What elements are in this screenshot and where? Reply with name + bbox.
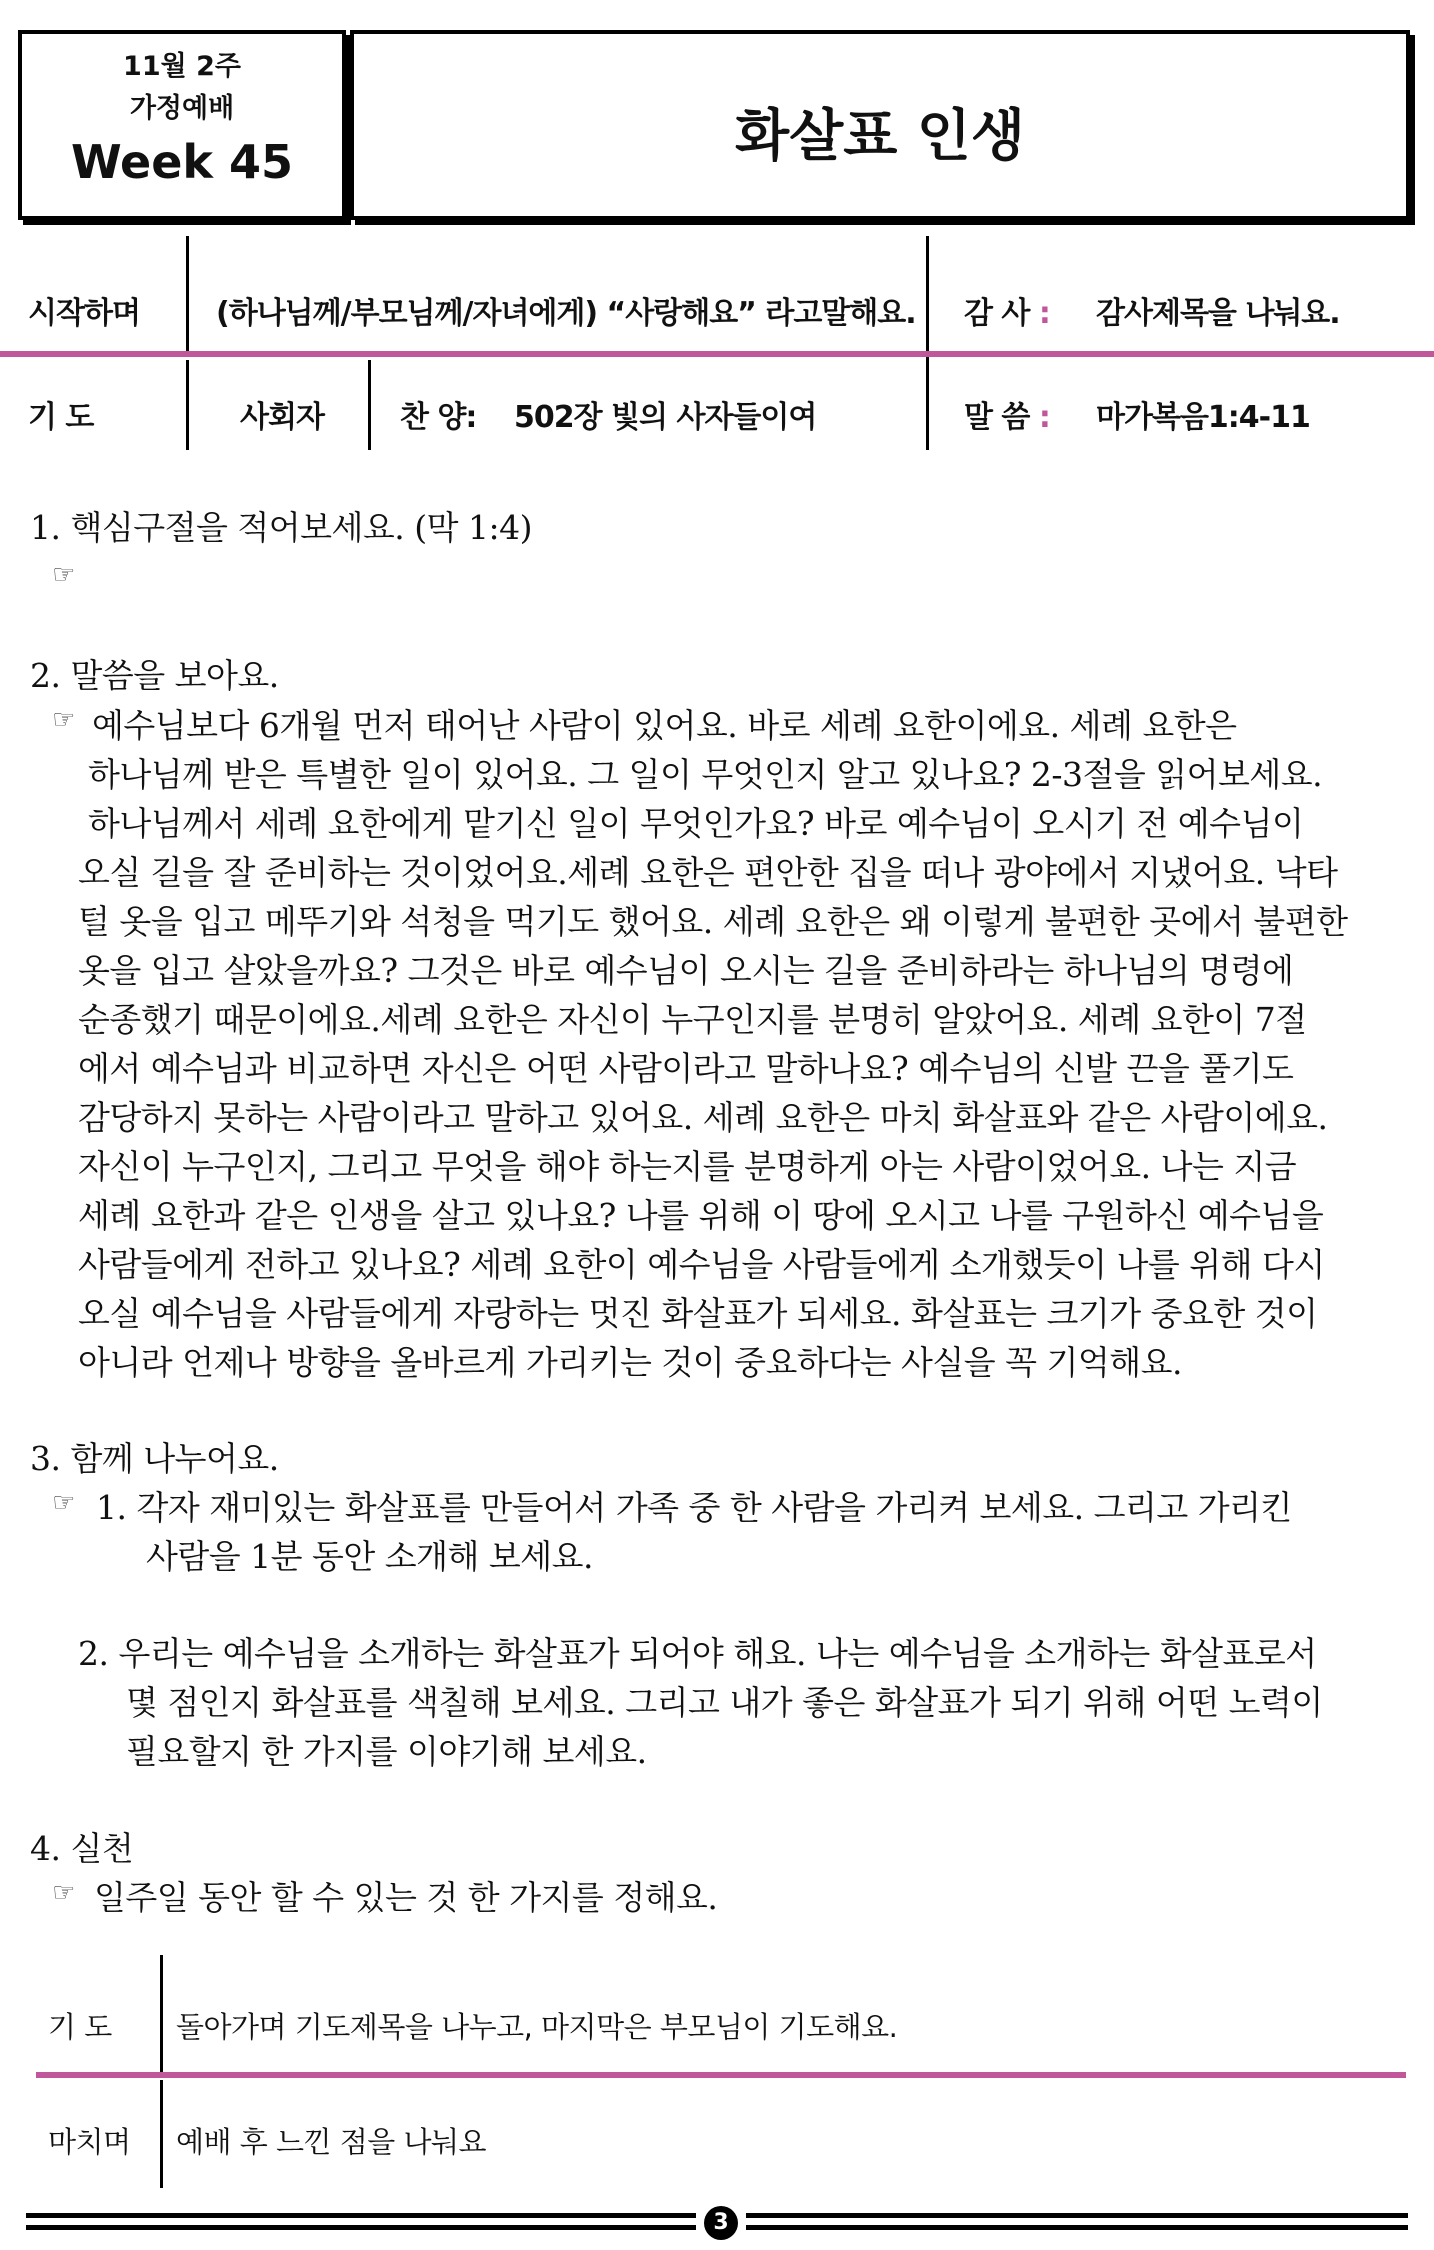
paragraph-line: 순종했기 때문이에요.세례 요한은 자신이 누구인지를 분명히 알았어요. 세례 요한이 7절 bbox=[78, 1000, 1307, 1039]
paragraph-line: 사람들에게 전하고 있나요? 세례 요한이 예수님을 사람들에게 소개했듯이 나를 위해 다시 bbox=[78, 1245, 1325, 1284]
row-divider bbox=[368, 360, 371, 450]
paragraph-line: 옷을 입고 살았을까요? 그것은 바로 예수님이 오시는 길을 준비하라는 하나님의 명령에 bbox=[78, 951, 1294, 990]
closing-divider bbox=[160, 2080, 163, 2188]
pointer-hand-icon: ☞ bbox=[52, 705, 75, 735]
paragraph-line: 자신이 누구인지, 그리고 무엇을 해야 하는지를 분명하게 아는 사람이었어요. 나는 지금 bbox=[78, 1147, 1297, 1186]
section-1-title: 1. 핵심구절을 적어보세요. (막 1:4) bbox=[30, 508, 532, 547]
footer-rule bbox=[26, 2213, 696, 2218]
paragraph-line: 하나님께 받은 특별한 일이 있어요. 그 일이 무엇인지 알고 있나요? 2-3절을 읽어보세요. bbox=[88, 755, 1323, 794]
pink-separator bbox=[36, 2072, 1406, 2078]
question-2-line: 2. 우리는 예수님을 소개하는 화살표가 되어야 해요. 나는 예수님을 소개하는 화살표로서 bbox=[78, 1634, 1317, 1673]
colon: : bbox=[1038, 400, 1050, 435]
page-title: 화살표 인생 bbox=[735, 104, 1025, 169]
closing-prayer-text: 돌아가며 기도제목을 나누고, 마지막은 부모님이 기도해요. bbox=[176, 2010, 898, 2044]
word-label bbox=[964, 392, 1050, 436]
question-1-line: 사람을 1분 동안 소개해 보세요. bbox=[146, 1537, 593, 1576]
footer-rule bbox=[746, 2213, 1408, 2218]
pointer-hand-icon: ☞ bbox=[52, 1878, 75, 1908]
paragraph-line: 오실 길을 잘 준비하는 것이었어요.세례 요한은 편안한 집을 떠나 광야에서 지냈어요. 낙타 bbox=[78, 853, 1338, 892]
paragraph-line: 감당하지 못하는 사람이라고 말하고 있어요. 세례 요한은 마치 화살표와 같은 사람이에요. bbox=[78, 1098, 1328, 1137]
paragraph-line: 예수님보다 6개월 먼저 태어난 사람이 있어요. 바로 세례 요한이에요. 세례 요한은 bbox=[92, 706, 1237, 745]
page-number: 3 bbox=[704, 2206, 738, 2240]
prayer-label: 기 도 bbox=[28, 400, 94, 435]
row-divider bbox=[186, 360, 189, 450]
question-2-line: 필요할지 한 가지를 이야기해 보세요. bbox=[126, 1732, 647, 1771]
question-2-line: 몇 점인지 화살표를 색칠해 보세요. 그리고 내가 좋은 화살표가 되기 위해 어떤 노력이 bbox=[126, 1683, 1323, 1722]
closing-prayer-label: 기 도 bbox=[48, 2010, 112, 2044]
closing-end-text: 예배 후 느낀 점을 나눠요 bbox=[176, 2125, 487, 2159]
section-2-title: 2. 말씀을 보아요. bbox=[30, 656, 279, 695]
footer-rule bbox=[26, 2225, 696, 2230]
row-divider bbox=[926, 236, 929, 450]
section-4-title: 4. 실천 bbox=[30, 1829, 134, 1868]
section-3-title: 3. 함께 나누어요. bbox=[30, 1439, 279, 1478]
paragraph-line: 세례 요한과 같은 인생을 살고 있나요? 나를 위해 이 땅에 오시고 나를 구원하신 예수님을 bbox=[78, 1196, 1324, 1235]
paragraph-line: 하나님께서 세례 요한에게 맡기신 일이 무엇인가요? 바로 예수님이 오시기 전 예수님이 bbox=[88, 804, 1304, 843]
row-divider bbox=[186, 236, 189, 352]
paragraph-line: 아니라 언제나 방향을 올바르게 가리키는 것이 중요하다는 사실을 꼭 기억해요. bbox=[78, 1343, 1182, 1382]
thanks-label bbox=[964, 288, 1050, 332]
pointer-hand-icon: ☞ bbox=[52, 560, 75, 590]
week-box bbox=[18, 30, 346, 220]
paragraph-line: 오실 예수님을 사람들에게 자랑하는 멋진 화살표가 되세요. 화살표는 크기가 중요한 것이 bbox=[78, 1294, 1318, 1333]
hymn-text: 502장 빛의 사자들이여 bbox=[514, 400, 817, 435]
worship-label: 가정예배 bbox=[129, 93, 235, 124]
thanks-label-text: 감 사 bbox=[964, 296, 1030, 331]
footer-rule bbox=[746, 2225, 1408, 2230]
pointer-hand-icon: ☞ bbox=[52, 1488, 75, 1518]
practice-text: 일주일 동안 할 수 있는 것 한 가지를 정해요. bbox=[94, 1878, 718, 1917]
thanks-text: 감사제목을 나눠요. bbox=[1096, 296, 1340, 331]
paragraph-line: 털 옷을 입고 메뚜기와 석청을 먹기도 했어요. 세례 요한은 왜 이렇게 불편한 곳에서 불편한 bbox=[78, 902, 1348, 941]
week-date: 11월 2주 bbox=[123, 51, 241, 82]
paragraph-line: 에서 예수님과 비교하면 자신은 어떤 사람이라고 말하나요? 예수님의 신발 끈을 풀기도 bbox=[78, 1049, 1294, 1088]
start-label: 시작하며 bbox=[28, 296, 140, 331]
closing-end-label: 마치며 bbox=[48, 2125, 131, 2159]
pink-separator bbox=[0, 351, 1434, 357]
question-1-line: 1. 각자 재미있는 화살표를 만들어서 가족 중 한 사람을 가리켜 보세요. 그리고 가리킨 bbox=[96, 1488, 1292, 1527]
closing-divider bbox=[160, 1955, 163, 2073]
start-text: (하나님께/부모님께/자녀에게) “사랑해요” 라고말해요. bbox=[216, 296, 916, 331]
week-number: Week 45 bbox=[70, 135, 294, 189]
word-text: 마가복음1:4-11 bbox=[1096, 400, 1310, 435]
leader-label: 사회자 bbox=[240, 400, 324, 435]
title-box bbox=[350, 30, 1410, 220]
word-label-text: 말 씀 bbox=[964, 400, 1030, 435]
hymn-label: 찬 양: bbox=[400, 400, 477, 435]
colon: : bbox=[1038, 296, 1050, 331]
